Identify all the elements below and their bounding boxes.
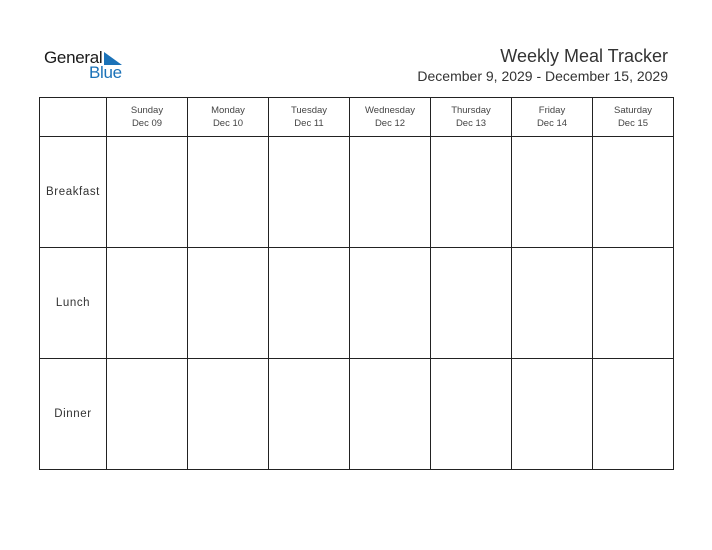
meal-label-lunch: Lunch (40, 248, 107, 359)
day-date: Dec 10 (212, 118, 244, 129)
meal-cell-breakfast-sunday[interactable] (107, 137, 188, 248)
date-range: December 9, 2029 - December 15, 2029 (417, 68, 668, 84)
logo-word-general: General (44, 48, 103, 67)
day-header-wednesday (350, 98, 431, 137)
meal-cell-lunch-sunday[interactable] (107, 248, 188, 359)
page-title: Weekly Meal Tracker (500, 46, 668, 66)
day-header-monday (188, 98, 269, 137)
day-date: Dec 11 (294, 118, 324, 129)
generalblue-logo (44, 48, 144, 84)
day-date: Dec 14 (536, 118, 568, 129)
meal-cell-breakfast-saturday[interactable] (593, 137, 674, 248)
day-name: Monday (211, 105, 245, 116)
day-header-tuesday (269, 98, 350, 137)
meal-cell-lunch-saturday[interactable] (593, 248, 674, 359)
day-name: Sunday (130, 105, 164, 116)
day-name: Wednesday (365, 105, 415, 116)
day-name: Friday (538, 105, 566, 116)
meal-cell-dinner-monday[interactable] (188, 359, 269, 470)
meal-cell-lunch-friday[interactable] (512, 248, 593, 359)
meal-cell-dinner-sunday[interactable] (107, 359, 188, 470)
meal-cell-breakfast-friday[interactable] (512, 137, 593, 248)
meal-label-dinner: Dinner (40, 359, 107, 470)
lunch-row (40, 248, 674, 359)
corner-cell (40, 98, 107, 137)
day-name: Saturday (613, 105, 653, 116)
meal-cell-dinner-tuesday[interactable] (269, 359, 350, 470)
meal-cell-dinner-wednesday[interactable] (350, 359, 431, 470)
day-date: Dec 15 (617, 118, 649, 129)
day-date: Dec 09 (131, 118, 163, 129)
logo-word-blue: Blue (89, 63, 122, 82)
day-date: Dec 12 (374, 118, 406, 129)
day-name: Tuesday (290, 105, 328, 116)
day-date: Dec 13 (455, 118, 487, 129)
breakfast-row (40, 137, 674, 248)
meal-cell-lunch-tuesday[interactable] (269, 248, 350, 359)
meal-cell-dinner-friday[interactable] (512, 359, 593, 470)
meal-tracker-table (39, 97, 674, 470)
meal-cell-dinner-thursday[interactable] (431, 359, 512, 470)
meal-cell-breakfast-monday[interactable] (188, 137, 269, 248)
day-header-saturday (593, 98, 674, 137)
header-row (40, 98, 674, 137)
meal-cell-lunch-thursday[interactable] (431, 248, 512, 359)
meal-cell-lunch-monday[interactable] (188, 248, 269, 359)
day-header-friday (512, 98, 593, 137)
meal-cell-dinner-saturday[interactable] (593, 359, 674, 470)
day-header-thursday (431, 98, 512, 137)
meal-label-breakfast: Breakfast (40, 137, 107, 248)
day-name: Thursday (451, 105, 491, 116)
dinner-row (40, 359, 674, 470)
meal-cell-lunch-wednesday[interactable] (350, 248, 431, 359)
day-header-sunday (107, 98, 188, 137)
meal-cell-breakfast-wednesday[interactable] (350, 137, 431, 248)
meal-cell-breakfast-thursday[interactable] (431, 137, 512, 248)
meal-cell-breakfast-tuesday[interactable] (269, 137, 350, 248)
